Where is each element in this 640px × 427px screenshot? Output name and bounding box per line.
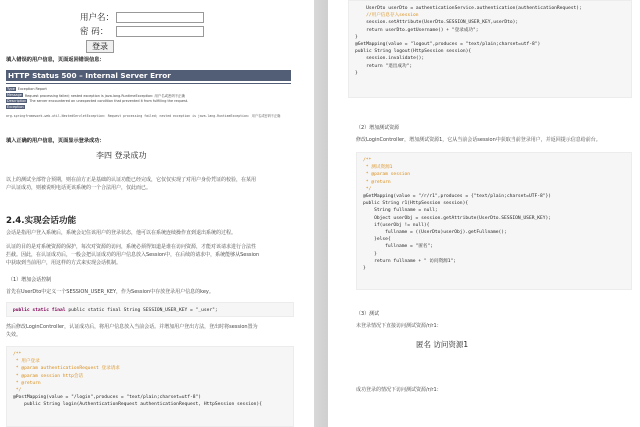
paragraph: 首先在UserDto中定义一个SESSION_USER_KEY，作为Session中存放登录用户信息的key。 — [6, 289, 214, 295]
login-success-message: 李四 登录成功 — [96, 151, 147, 160]
error-row: Description The server encountered an unexpected condition that prevented it from fulfilling the request. — [7, 99, 189, 103]
code-block: /** * 用户登录 * @param authenticationRequest 登录请求 * @param session http会话 * @return */ @PostMapping(value = "/login",produces = "text/plain;charset=utf-8") public String login(AuthenticationRequest authenticationRequest, HttpSession session){ — [6, 346, 294, 427]
document-page-right — [328, 0, 640, 427]
paragraph: 成功登录的情况下访问测试资源/r/r1： — [356, 387, 442, 393]
subsection-heading: （3）测试 — [356, 311, 380, 317]
username-input[interactable] — [116, 12, 204, 23]
error-row: Message Request processing failed; nested exception is java.lang.RuntimeException: 用户名或密码不正确 — [7, 93, 185, 98]
paragraph: 以上的测试全部符合预期，则在前方正是基础的认证功能已经完成，它仅仅实现了对用户身份凭证的校验，在某用 户认证成功，则被说明电话更该系统的一个合法用户，仅此而已。 — [6, 177, 257, 191]
error-row: Exception — [7, 105, 24, 109]
paragraph: 未登录情况下直接访问测试资源/r/r1： — [356, 323, 442, 329]
password-label: 密 码： — [80, 27, 109, 37]
login-form — [80, 10, 204, 53]
paragraph: 然后修改LoginController，认证成功后，将用户信息放入当前会话。并增加用户登出方法，登出时将session置为 失效。 — [6, 324, 258, 338]
paragraph: 会话是指用户登入系统后，系统会记住该用户的登录状态，他可以在系统连续操作直到退出系统的过程。 — [6, 230, 237, 236]
right-info-heading: 填入正确的用户信息，页面显示登录成功： — [6, 138, 105, 144]
wrong-info-heading: 填入错误的用户信息，页面返回错误信息： — [6, 57, 105, 63]
subsection-heading: （2）增加测试资源 — [356, 125, 400, 131]
password-input[interactable] — [116, 26, 204, 37]
error-row: Type Exception Report — [7, 87, 47, 91]
login-button[interactable]: 登录 — [86, 40, 114, 53]
error-page-screenshot — [6, 70, 291, 132]
error-stack-trace: org.springframework.web.util.NestedServletException: Request processing failed; nested exception is java.lang.RuntimeException: 用户名或密码不正确 — [6, 114, 281, 118]
paragraph: 修改LoginController，增加测试资源1，它从当前会话session中获取当前登录用户，并返回提示信息给前台。 — [356, 137, 601, 143]
code-block: /** * 测试资源1 * @param session * @return */ @GetMapping(value = "/r/r1",produces = {"text/plain;charset=UTF-8"}) public String r1(HttpSession session){ String fullname = null; Object userObj = session.getAttribute(UserDto.SESSION_USER_KEY); if(userObj != null){ fullname = ((UserDto)userObj).getFullname(); }else{ fullname = "匿名"; } return fullname + " 访问资源1"; } — [356, 152, 632, 290]
subsection-heading: （1）增加会话控制 — [8, 277, 52, 283]
code-block: UserDto userDto = authenticationService.authentication(authenticationRequest); //用户信息存入session session.setAttribute(UserDto.SESSION_USER_KEY,userDto); return userDto.getUsername() + "登录成功"; } @GetMapping(value = "logout",produces = "text/plain;charset=utf-8") public String logout(HttpSession session){ session.invalidate(); return "退出成功"; } — [348, 0, 632, 98]
error-title: HTTP Status 500 – Internal Server Error — [6, 70, 291, 81]
anonymous-access-result: 匿名 访问资源1 — [416, 340, 469, 349]
document-page-left — [0, 0, 314, 427]
page-gap — [314, 0, 328, 427]
section-title: 2.4.实现会话功能 — [6, 216, 77, 226]
paragraph: 认证的目的是对系统资源的保护，每次对资源的访问，系统必须得知道是谁在访问资源，才能对该请求进行合法性 拦截。因此，在认证成功后，一般会把认证成功的用户信息放入Session中，在后续的请求中，系统能够从Session 中获取到当前用户，用这样的方式来实现会话机制。 — [6, 244, 260, 266]
code-block: public static final public static final String SESSION_USER_KEY = "_user"; — [6, 302, 294, 317]
username-label: 用户名： — [80, 13, 115, 23]
